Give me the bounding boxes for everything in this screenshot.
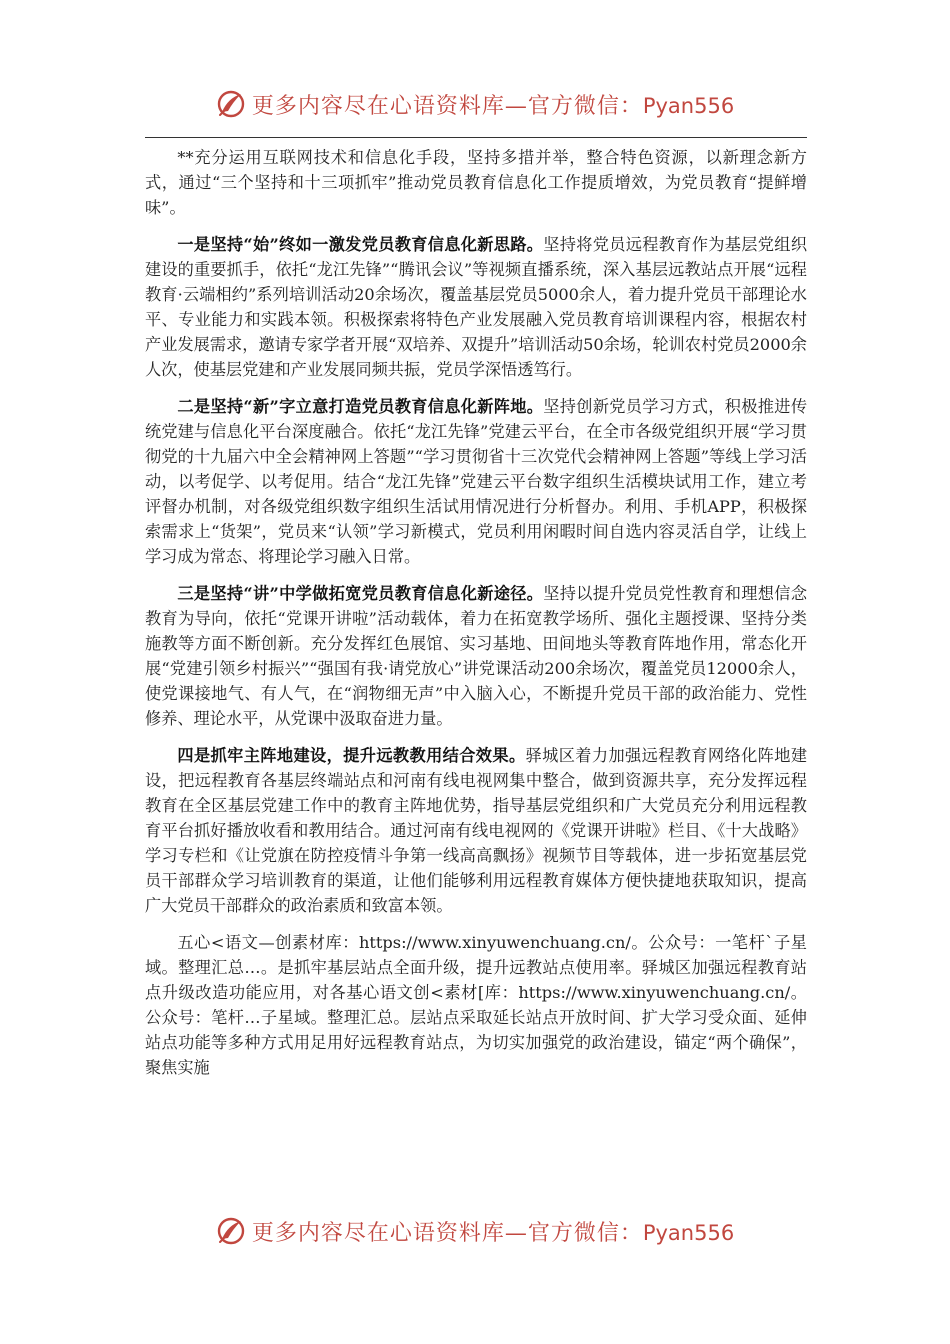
footer-banner-label: 更多内容尽在心语资料库—官方微信： [251, 1220, 643, 1246]
paragraph-5 [145, 930, 807, 1080]
header-divider [145, 137, 807, 138]
paragraph-text: 坚持将党员远程教育作为基层党组织建设的重要抓手，依托“龙江先锋”“腾讯会议”等视频直播系统，深入基层远教站点开展“远程教育·云端相约”系列培训活动20余场次，覆盖基层党员5000余人，着力提升党员干部理论水平、专业能力和实践本领。积极探索将特色产业发展融入党员教育培训课程内容，根据农村产业发展需求，邀请专家学者开展“双培养、双提升”培训活动50余场，轮训农村党员2000余人次，使基层党建和产业发展同频共振，党员学深悟透笃行。 [145, 235, 808, 379]
footer-banner-wechat-id: Pyan556 [642, 1220, 735, 1245]
paragraph-lead: 四是抓牢主阵地建设，提升远教教用结合效果。 [177, 746, 526, 765]
paragraph-text: 坚持以提升党员党性教育和理想信念教育为导向，依托“党课开讲啦”活动载体，着力在拓宽教学场所、强化主题授课、坚持分类施教等方面不断创新。充分发挥红色展馆、实习基地、田间地头等教育阵地作用，常态化开展“党建引领乡村振兴”“强国有我·请党放心”讲党课活动200余场次，覆盖党员12000余人，使党课接地气、有人气，在“润物细无声”中入脑入心，不断提升党员干部的政治能力、党性修养、理论水平，从党课中汲取奋进力量。 [145, 584, 808, 728]
paragraph-1 [145, 232, 807, 382]
paragraph-lead: 三是坚持“讲”中学做拓宽党员教育信息化新途径。 [177, 584, 544, 603]
article-body [145, 145, 807, 1092]
header-banner[interactable] [0, 84, 950, 124]
paragraph-lead: 二是坚持“新”字立意打造党员教育信息化新阵地。 [177, 397, 544, 416]
paragraph-3 [145, 581, 807, 731]
paragraph-text: 驿城区着力加强远程教育网络化阵地建设，把远程教育各基层终端站点和河南有线电视网集中整合，做到资源共享，充分发挥远程教育在全区基层党建工作中的教育主阵地优势，指导基层党组织和广大党员充分利用远程教育平台抓好播放收看和教用结合。通过河南有线电视网的《党课开讲啦》栏目、《十大战略》学习专栏和《让党旗在防控疫情斗争第一线高高飘扬》视频节目等载体，进一步拓宽基层党员干部群众学习培训教育的渠道，让他们能够利用远程教育媒体方便快捷地获取知识，提高广大党员干部群众的政治素质和致富本领。 [145, 746, 808, 915]
paragraph-intro [145, 145, 807, 220]
brush-pen-logo-icon [216, 89, 246, 119]
footer-banner-text [252, 1216, 734, 1247]
header-banner-wechat-id: Pyan556 [642, 93, 735, 118]
paragraph-4 [145, 743, 807, 918]
header-banner-label: 更多内容尽在心语资料库—官方微信： [251, 93, 643, 119]
paragraph-2 [145, 394, 807, 569]
header-banner-text [252, 89, 734, 120]
paragraph-text: **充分运用互联网技术和信息化手段，坚持多措并举，整合特色资源，以新理念新方式，通过“三个坚持和十三项抓牢”推动党员教育信息化工作提质增效，为党员教育“提鲜增味”。 [145, 148, 807, 217]
brush-pen-logo-icon [216, 1216, 246, 1246]
paragraph-text: 五心<语文—创素材库：https://www.xinyuwenchuang.cn/。公众号：一笔杆`子星域。整理汇总…。是抓牢基层站点全面升级，提升远教站点使用率。驿城区加强远程教育站点升级改造功能应用，对各基心语文创<素材[库：https://www.xinyuwenchuang.cn/。公众号：笔杆…子星域。整理汇总。层站点采取延长站点开放时间、扩大学习受众面、延伸站点功能等多种方式用足用好远程教育站点，为切实加强党的政治建设，锚定“两个确保”，聚焦实施 [145, 933, 807, 1077]
paragraph-lead: 一是坚持“始”终如一激发党员教育信息化新思路。 [177, 235, 544, 254]
footer-banner[interactable] [0, 1211, 950, 1251]
paragraph-text: 坚持创新党员学习方式，积极推进传统党建与信息化平台深度融合。依托“龙江先锋”党建云平台，在全市各级党组织开展“学习贯彻党的十九届六中全会精神网上答题”“学习贯彻省十三次党代会精神网上答题”等线上学习活动，以考促学、以考促用。结合“龙江先锋”党建云平台数字组织生活模块试用工作，建立考评督办机制，对各级党组织数字组织生活试用情况进行分析督办。利用、手机APP，积极探索需求上“货架”，党员来“认领”学习新模式，党员利用闲暇时间自选内容灵活自学，让线上学习成为常态、将理论学习融入日常。 [145, 397, 808, 566]
